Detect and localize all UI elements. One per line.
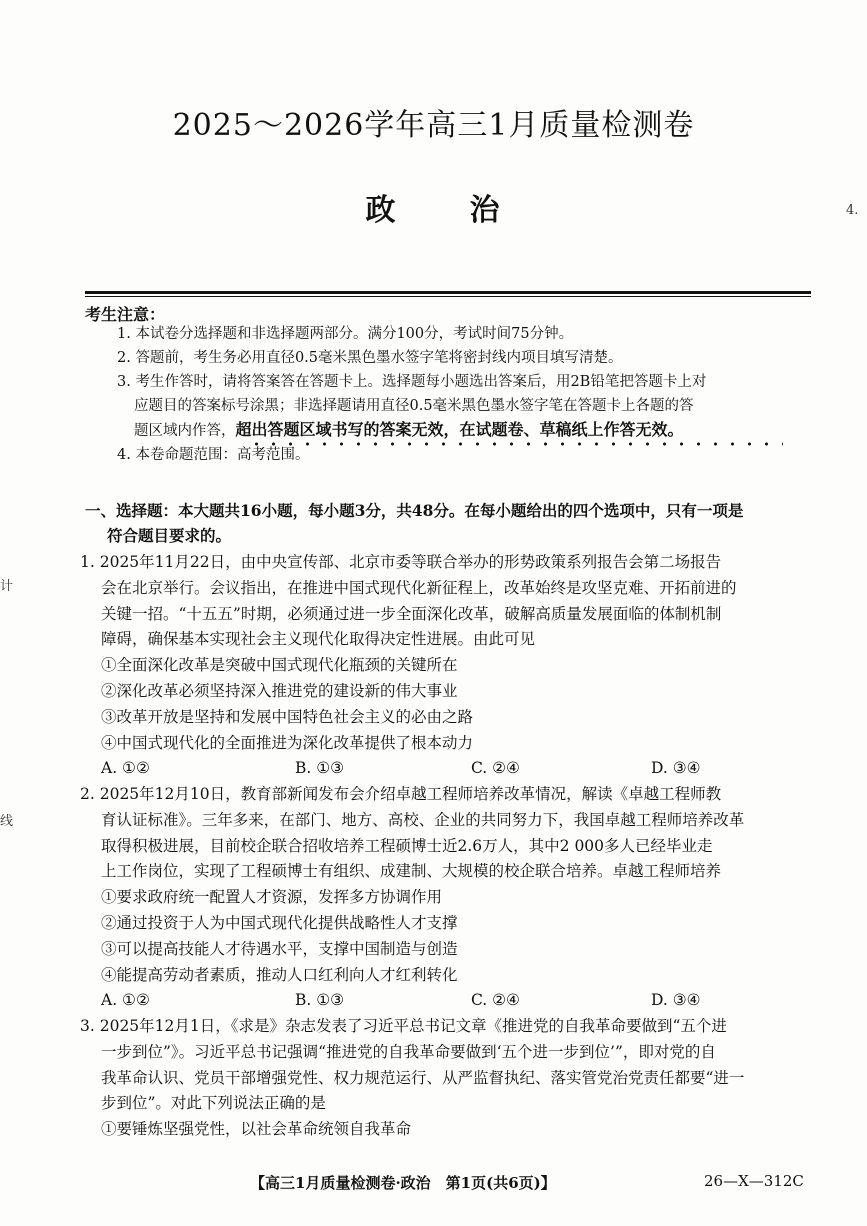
option-b: B. ①③: [295, 991, 345, 1010]
section-line-1: 一、选择题：本大题共16小题，每小题3分，共48分。在每小题给出的四个选项中，只有一项是: [85, 501, 744, 520]
question-1: [80, 550, 815, 782]
notice-warning: 超出答题区域书写的答案无效，在试题卷、草稿纸上作答无效。: [235, 420, 684, 439]
emphasis-dots: [248, 442, 783, 446]
margin-mark-left-2: 线: [0, 814, 14, 829]
statement-item: ①要求政府统一配置人才资源，发挥多方协调作用: [101, 888, 443, 907]
question-stem-line: 取得积极进展，目前校企联合招收培养工程硕博士近2.6万人，其中2 000多人已经毕业走: [101, 836, 713, 855]
divider-thin: [85, 296, 811, 297]
subject-char-1: 政: [365, 193, 398, 228]
question-stem-line: 步到位”。对此下列说法正确的是: [101, 1094, 326, 1113]
question-stem-line: 障碍，确保基本实现社会主义现代化取得决定性进展。由此可见: [101, 630, 536, 649]
statement-item: ②通过投资于人为中国式现代化提供战略性人才支撑: [101, 913, 458, 932]
notice-item-3-cont: 应题目的答案标号涂黑；非选择题请用直径0.5毫米黑色墨水签字笔在答题卡上各题的答: [134, 398, 694, 414]
paper-code: 26—X—312C: [704, 1172, 804, 1190]
notice-item-3: 3. 考生作答时，请将答案答在答题卡上。选择题每小题选出答案后，用2B铅笔把答题卡上对: [117, 374, 707, 390]
question-stem-line: 会在北京举行。会议指出，在推进中国式现代化新征程上，改革始终是攻坚克难、开拓前进的: [101, 578, 737, 597]
question-2: [80, 782, 815, 1014]
notice-item-3-tail: 题区域内作答，: [134, 423, 236, 439]
option-d: D. ③④: [651, 759, 701, 778]
subject-char-2: 治: [469, 193, 502, 228]
option-d: D. ③④: [651, 991, 701, 1010]
question-stem-line: 3. 2025年12月1日，《求是》杂志发表了习近平总书记文章《推进党的自我革命要做到“五个进: [80, 1017, 727, 1035]
question-stem-line: 我革命认识、党员干部增强党性、权力规范运行、从严监督执纪、落实管党治党责任都要“进一: [101, 1068, 745, 1087]
option-a: A. ①②: [101, 759, 150, 778]
question-stem-line: 关键一招。“十五五”时期，必须通过进一步全面深化改革，破解高质量发展面临的体制机制: [101, 604, 722, 623]
option-a: A. ①②: [101, 991, 150, 1010]
statement-item: ①要锤炼坚强党性，以社会革命统领自我革命: [101, 1120, 412, 1139]
question-stem-line: 一步到位”》。习近平总书记强调“推进党的自我革命要做到‘五个进一步到位’”，即对党的自: [101, 1042, 716, 1061]
notice-title: 考生注意：: [85, 305, 166, 324]
option-b: B. ①③: [295, 759, 345, 778]
divider-thick: [85, 291, 811, 294]
margin-mark-right: 4.: [846, 203, 859, 218]
answer-options: [80, 756, 815, 782]
notice-item-1: 1. 本试卷分选择题和非选择题两部分。满分100分，考试时间75分钟。: [117, 326, 574, 342]
question-stem-line: 上工作岗位，实现了工程硕博士有组织、成建制、大规模的校企联合培养。卓越工程师培养: [101, 862, 722, 881]
notice-item-4: 4. 本卷命题范围：高考范围。: [117, 447, 310, 463]
question-stem-line: 2. 2025年12月10日，教育部新闻发布会介绍卓越工程师培养改革情况，解读《卓越工程师教: [80, 785, 722, 803]
statement-item: ①全面深化改革是突破中国式现代化瓶颈的关键所在: [101, 656, 458, 675]
page-footer: 【高三1月质量检测卷·政治 第1页(共6页)】: [250, 1174, 556, 1192]
statement-item: ③可以提高技能人才待遇水平，支撑中国制造与创造: [101, 939, 458, 958]
section-line-2: 符合题目要求的。: [107, 526, 232, 545]
statement-item: ②深化改革必须坚持深入推进党的建设新的伟大事业: [101, 681, 458, 700]
question-stem-line: 育认证标准》。三年多来，在部门、地方、高校、企业的共同努力下，我国卓越工程师培养改革: [101, 810, 745, 829]
statement-item: ③改革开放是坚持和发展中国特色社会主义的必由之路: [101, 707, 474, 726]
statement-item: ④能提高劳动者素质，推动人口红利向人才红利转化: [101, 965, 458, 984]
option-c: C. ②④: [471, 759, 520, 778]
section-heading: [85, 498, 815, 548]
notice-item-3-end: [117, 418, 817, 443]
exam-title: 2025～2026学年高三1月质量检测卷: [172, 108, 695, 143]
statement-item: ④中国式现代化的全面推进为深化改革提供了根本动力: [101, 733, 474, 752]
option-c: C. ②④: [471, 991, 520, 1010]
answer-options: [80, 988, 815, 1014]
subject-title: [0, 185, 867, 229]
question-stem-line: 1. 2025年11月22日，由中央宣传部、北京市委等联合举办的形势政策系列报告会第二场报告: [80, 553, 722, 571]
notice-item-2: 2. 答题前，考生务必用直径0.5毫米黑色墨水签字笔将密封线内项目填写清楚。: [117, 350, 623, 366]
margin-mark-left-1: 计: [0, 579, 14, 594]
question-3: [80, 1014, 815, 1143]
